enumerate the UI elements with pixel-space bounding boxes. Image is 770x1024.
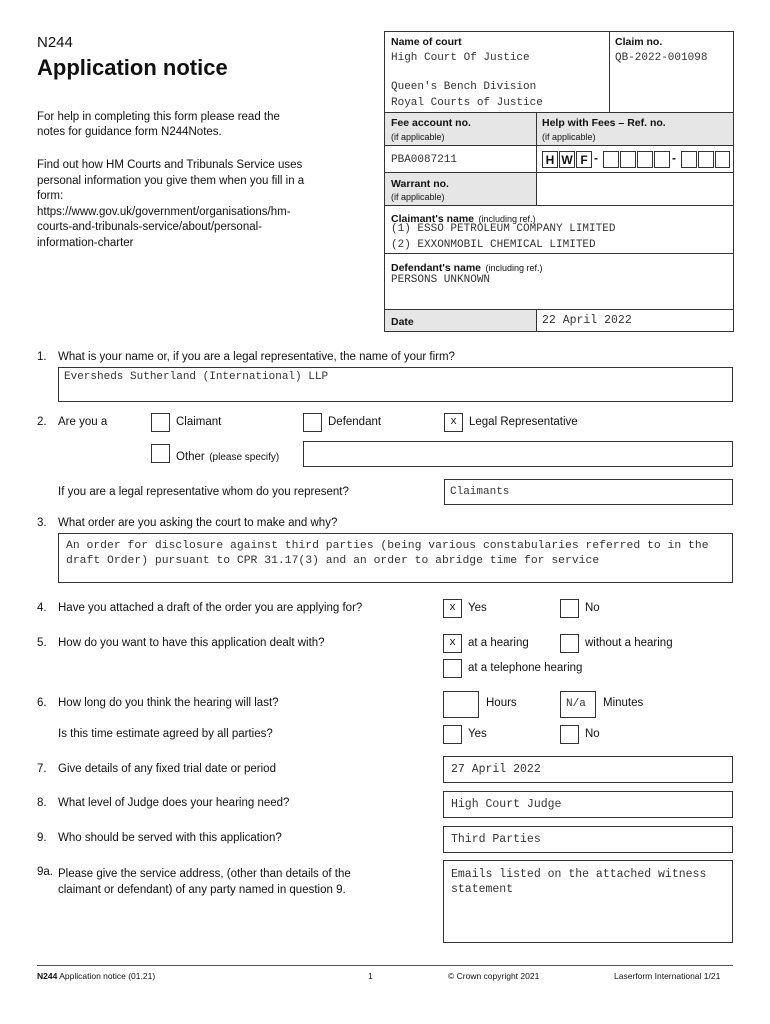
- q9a-answer-field[interactable]: [443, 860, 733, 943]
- q3-number: 3.: [37, 517, 47, 529]
- privacy-text: Find out how HM Courts and Tribunals Service uses personal information you give them when you fill in a form: https://www.gov.uk/government/organisations/hm-courts-and-tribunals-service/about/personal-information-charter: [37, 159, 305, 249]
- hwf-char-f: F: [576, 151, 592, 168]
- minutes-label: Minutes: [603, 697, 644, 709]
- hwf-box[interactable]: [620, 151, 636, 168]
- q8-number: 8.: [37, 797, 47, 809]
- q3-answer-field[interactable]: [58, 533, 733, 583]
- claimant-checkbox[interactable]: [151, 413, 170, 432]
- warrant-label-cell: [384, 172, 537, 206]
- telephone-hearing-checkbox[interactable]: [443, 659, 462, 678]
- minutes-field[interactable]: [560, 691, 596, 718]
- claim-label: Claim no.: [615, 36, 663, 48]
- q7-number: 7.: [37, 763, 47, 775]
- hwf-char-w: W: [559, 151, 575, 168]
- fee-value[interactable]: PBA0087211: [391, 154, 458, 166]
- hearing-checkbox[interactable]: x: [443, 634, 462, 653]
- q2-number: 2.: [37, 416, 47, 428]
- q9-answer-field[interactable]: [443, 826, 733, 853]
- hwf-label: Help with Fees – Ref. no.: [542, 117, 666, 129]
- q4-yes-label: Yes: [468, 602, 487, 614]
- q4-no-checkbox[interactable]: [560, 599, 579, 618]
- hearing-label: at a hearing: [468, 637, 529, 649]
- date-value[interactable]: 22 April 2022: [542, 314, 632, 327]
- q1-answer[interactable]: Eversheds Sutherland (International) LLP: [64, 371, 329, 383]
- telephone-hearing-label: at a telephone hearing: [468, 662, 583, 674]
- q9a-text: Please give the service address, (other than details of the claimant or defendant) of any party named in question 9.: [58, 868, 351, 896]
- q5-text: How do you want to have this application dealt with?: [58, 637, 325, 649]
- date-label: Date: [391, 316, 414, 328]
- q7-answer[interactable]: 27 April 2022: [451, 763, 541, 776]
- claimant-cell: [384, 205, 734, 254]
- hours-field[interactable]: [443, 691, 479, 718]
- q3-text: What order are you asking the court to make and why?: [58, 517, 338, 529]
- q8-answer-field[interactable]: [443, 791, 733, 818]
- q1-number: 1.: [37, 351, 47, 363]
- claimant-sub: (including ref.): [478, 214, 536, 224]
- q4-text: Have you attached a draft of the order you are applying for?: [58, 602, 363, 614]
- agreed-question: Is this time estimate agreed by all parties?: [58, 728, 273, 740]
- page-title: Application notice: [37, 55, 228, 80]
- hwf-box[interactable]: [603, 151, 619, 168]
- other-option-label: [176, 447, 279, 465]
- footer-rule: [37, 965, 733, 966]
- agreed-yes-checkbox[interactable]: [443, 725, 462, 744]
- other-specify-field[interactable]: [303, 441, 733, 467]
- hwf-box[interactable]: [637, 151, 653, 168]
- court-division[interactable]: Queen's Bench Division: [391, 81, 537, 93]
- defendant-label: Defendant's name: [391, 262, 482, 274]
- other-checkbox[interactable]: [151, 444, 170, 463]
- rep-question: If you are a legal representative whom do you represent?: [58, 486, 349, 498]
- q9-text: Who should be served with this application?: [58, 832, 282, 844]
- q2-text: Are you a: [58, 416, 108, 428]
- q4-number: 4.: [37, 602, 47, 614]
- warrant-label: Warrant no.: [391, 178, 449, 190]
- claimant-label: Claimant's name: [391, 213, 475, 225]
- court-name[interactable]: High Court Of Justice: [391, 52, 530, 64]
- q1-text: What is your name or, if you are a legal representative, the name of your firm?: [58, 351, 455, 363]
- q8-answer[interactable]: High Court Judge: [451, 798, 562, 811]
- rep-answer-field[interactable]: [444, 479, 733, 505]
- agreed-no-label: No: [585, 728, 600, 740]
- hwf-dash: -: [594, 151, 598, 165]
- fee-sub: (if applicable): [391, 132, 445, 142]
- defendant-sub: (including ref.): [485, 263, 543, 273]
- hwf-box[interactable]: [698, 151, 714, 168]
- q6-text: How long do you think the hearing will last?: [58, 697, 279, 709]
- other-label: Other: [176, 451, 205, 463]
- q7-text: Give details of any fixed trial date or period: [58, 763, 276, 775]
- fee-label-cell: [384, 112, 537, 146]
- hwf-box[interactable]: [715, 151, 730, 168]
- q4-yes-checkbox[interactable]: x: [443, 599, 462, 618]
- hwf-box[interactable]: [654, 151, 670, 168]
- hwf-char-h: H: [542, 151, 558, 168]
- footer-name: Application notice (01.21): [59, 971, 156, 981]
- fee-value-cell[interactable]: [384, 145, 537, 173]
- q7-answer-field[interactable]: [443, 756, 733, 783]
- claimant-option-label: Claimant: [176, 416, 222, 428]
- defendant-checkbox[interactable]: [303, 413, 322, 432]
- q1-answer-field[interactable]: [58, 367, 733, 402]
- date-label-cell: [384, 309, 537, 332]
- footer-publisher: Laserform International 1/21: [614, 971, 721, 981]
- fee-label: Fee account no.: [391, 117, 471, 129]
- hwf-value-cell: [536, 145, 734, 173]
- q8-text: What level of Judge does your hearing need?: [58, 797, 290, 809]
- footer-page-number: 1: [368, 971, 373, 981]
- hours-label: Hours: [486, 697, 517, 709]
- q9a-number: 9a.: [37, 866, 53, 878]
- claimant-2[interactable]: (2) EXXONMOBIL CHEMICAL LIMITED: [391, 239, 596, 251]
- court-location[interactable]: Royal Courts of Justice: [391, 97, 543, 109]
- q4-no-label: No: [585, 602, 600, 614]
- minutes-value[interactable]: N/a: [566, 698, 586, 710]
- defendant-value[interactable]: PERSONS UNKNOWN: [391, 274, 491, 286]
- court-label: Name of court: [391, 36, 462, 48]
- legal-rep-option-label: Legal Representative: [469, 416, 578, 428]
- form-code: N244: [37, 34, 73, 51]
- help-text: For help in completing this form please read the notes for guidance form N244Notes.: [37, 111, 280, 138]
- footer-copyright: © Crown copyright 2021: [448, 971, 540, 981]
- q9a-answer[interactable]: Emails listed on the attached witness statement: [451, 868, 707, 896]
- defendant-cell: [384, 253, 734, 310]
- q3-answer[interactable]: An order for disclosure against third parties (being various constabularies referred to in the draft Order) pursuant to CPR 31.17(3) and an order to abridge time for service: [66, 540, 709, 567]
- claim-cell: [609, 31, 734, 113]
- defendant-option-label: Defendant: [328, 416, 382, 428]
- without-hearing-checkbox[interactable]: [560, 634, 579, 653]
- footer-form-name: [37, 971, 155, 981]
- hwf-dash: -: [672, 151, 676, 165]
- claim-number[interactable]: QB-2022-001098: [615, 52, 708, 64]
- hwf-sub: (if applicable): [542, 132, 596, 142]
- legal-rep-checkbox[interactable]: x: [444, 413, 463, 432]
- hwf-box[interactable]: [681, 151, 697, 168]
- footer-code: N244: [37, 971, 58, 981]
- q9-number: 9.: [37, 832, 47, 844]
- q5-number: 5.: [37, 637, 47, 649]
- q6-number: 6.: [37, 697, 47, 709]
- rep-answer[interactable]: Claimants: [450, 486, 510, 498]
- other-sub: (please specify): [209, 452, 280, 463]
- agreed-yes-label: Yes: [468, 728, 487, 740]
- court-cell: [384, 31, 610, 113]
- without-hearing-label: without a hearing: [585, 637, 673, 649]
- q9-answer[interactable]: Third Parties: [451, 833, 541, 846]
- claimant-1[interactable]: (1) ESSO PETROLEUM COMPANY LIMITED: [391, 223, 616, 235]
- date-value-cell[interactable]: [536, 309, 734, 332]
- agreed-no-checkbox[interactable]: [560, 725, 579, 744]
- hwf-label-cell: [536, 112, 734, 146]
- warrant-sub: (if applicable): [391, 192, 445, 202]
- warrant-value-cell[interactable]: [536, 172, 734, 206]
